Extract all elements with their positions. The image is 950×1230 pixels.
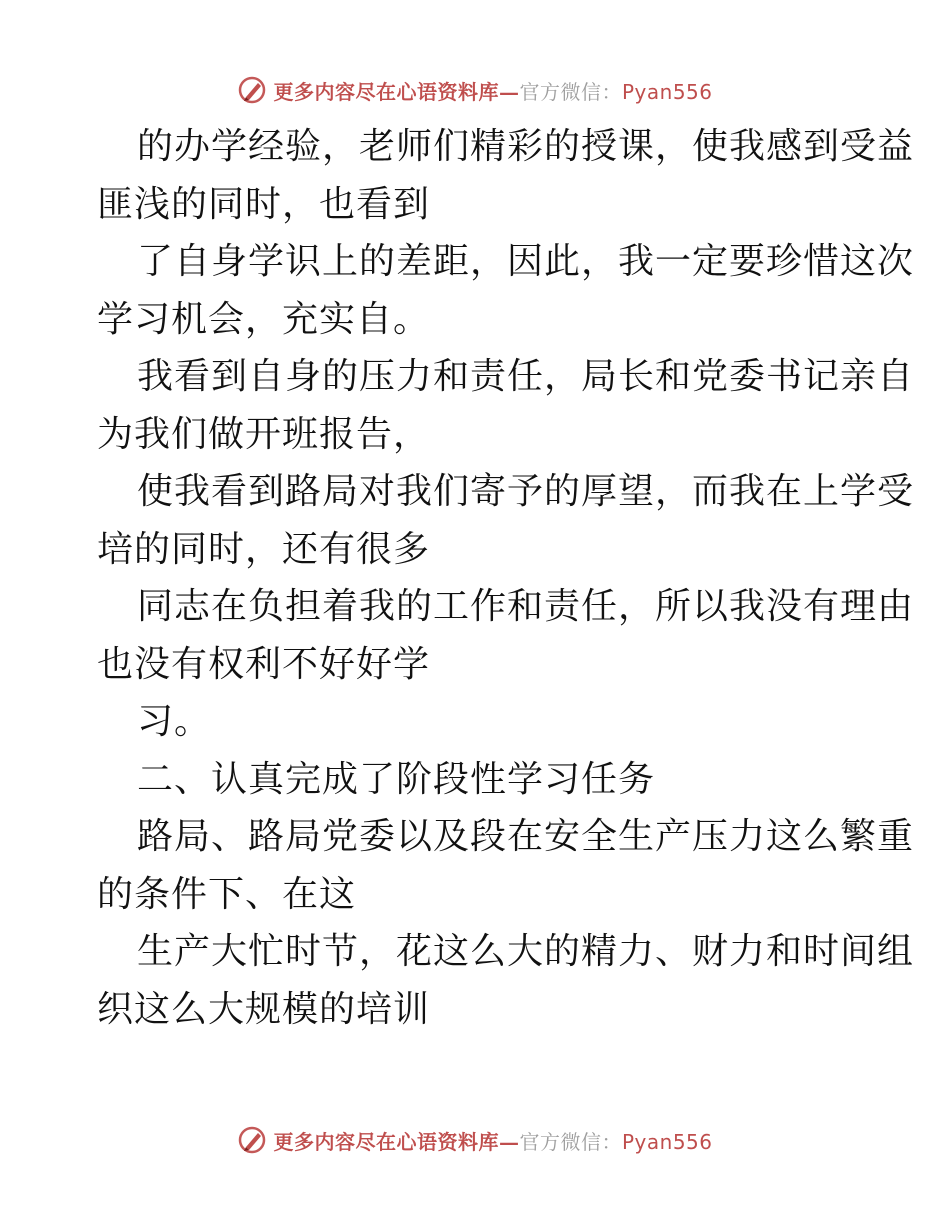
document-body — [97, 118, 915, 1038]
text-line: 使我看到路局对我们寄予的厚望，而我在上学受 — [137, 471, 915, 512]
banner-text — [273, 76, 712, 105]
pen-logo-icon — [237, 75, 267, 105]
pen-logo-icon — [237, 1125, 267, 1155]
text-line: 织这么大规模的培训 — [97, 988, 431, 1030]
text-line: 同志在负担着我的工作和责任，所以我没有理由 — [137, 586, 915, 627]
banner-wechat-id: Pyan556 — [621, 1129, 713, 1154]
text-line: 的条件下、在这 — [97, 873, 357, 915]
text-line: 习。 — [137, 701, 212, 742]
text-line: 为我们做开班报告， — [97, 413, 431, 455]
text-line: 我看到自身的压力和责任，局长和党委书记亲自 — [137, 356, 915, 397]
text-line: 生产大忙时节，花这么大的精力、财力和时间组 — [137, 931, 915, 972]
banner-wechat-label: 官方微信： — [519, 1129, 622, 1154]
banner-dash: — — [498, 79, 520, 104]
footer-banner — [0, 1120, 950, 1160]
text-line: 路局、路局党委以及段在安全生产压力这么繁重 — [137, 816, 915, 857]
banner-title: 更多内容尽在心语资料库 — [273, 1129, 499, 1154]
header-banner — [0, 70, 950, 110]
text-line: 培的同时，还有很多 — [97, 528, 431, 570]
banner-wechat-id: Pyan556 — [621, 79, 713, 104]
banner-wechat-label: 官方微信： — [519, 79, 622, 104]
text-line: 学习机会，充实自。 — [97, 298, 431, 340]
text-line: 的办学经验，老师们精彩的授课，使我感到受益 — [137, 126, 915, 167]
banner-text — [273, 1126, 712, 1155]
text-line: 也没有权利不好好学 — [97, 643, 431, 685]
section-heading: 二、认真完成了阶段性学习任务 — [137, 758, 656, 800]
banner-dash: — — [498, 1129, 520, 1154]
text-line: 了自身学识上的差距，因此，我一定要珍惜这次 — [137, 241, 915, 282]
banner-title: 更多内容尽在心语资料库 — [273, 79, 499, 104]
text-line: 匪浅的同时，也看到 — [97, 183, 431, 225]
